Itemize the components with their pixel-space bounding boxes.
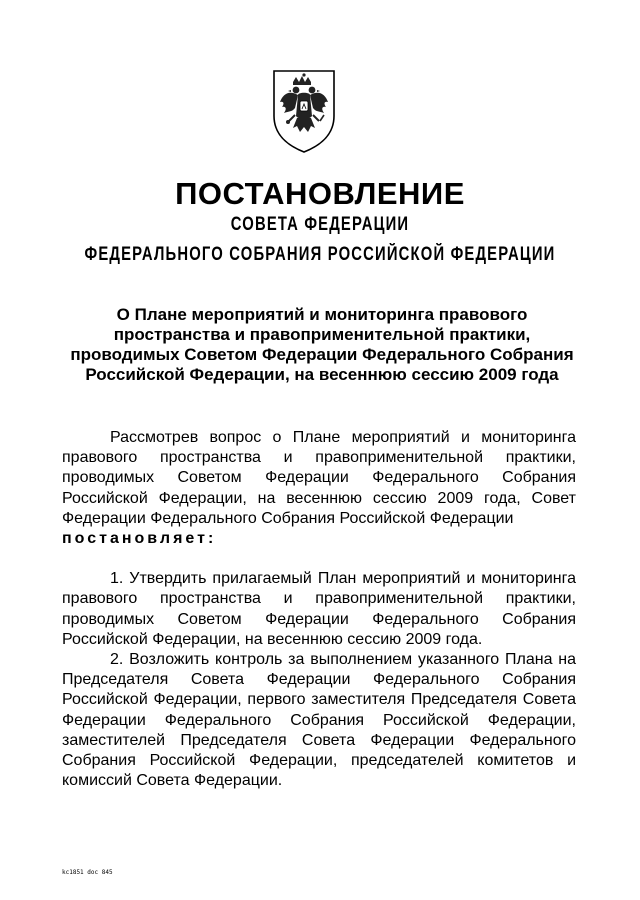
decree-word: постановляет:	[62, 530, 217, 548]
document-footer-code: kc1851 doc 845	[62, 869, 113, 876]
paragraph-gap	[62, 549, 576, 569]
preamble-paragraph	[62, 428, 576, 549]
preamble-text: Рассмотрев вопрос о Плане мероприятий и мониторинга правового пространства и правоприменительной практики, проводимых Советом Федерации Федерального Собрания Российской Федерации, на весеннюю сессию 2009 года, Совет Федерации Федерального Собрания Российской Федерации	[62, 429, 576, 527]
document-title: ПОСТАНОВЛЕНИЕ	[175, 176, 465, 211]
resolution-item-1: 1. Утвердить прилагаемый План мероприятий и мониторинга правового пространства и правоприменительной практики, проводимых Советом Федерации Федерального Собрания Российской Федерации, на весеннюю сессию 2009 года.	[62, 570, 576, 648]
document-body	[62, 428, 576, 791]
document-subject: О Плане мероприятий и мониторинга правового пространства и правоприменительной практики, проводимых Советом Федерации Федерального Собрания Российской Федерации, на весеннюю сессию 2009 года	[70, 305, 574, 384]
issuer-line-1: СОВЕТА ФЕДЕРАЦИИ	[230, 214, 410, 235]
coat-of-arms-icon	[271, 68, 337, 154]
resolution-item-2: 2. Возложить контроль за выполнением указанного Плана на Председателя Совета Федерации Федерального Собрания Российской Федерации, первого заместителя Председателя Совета Федерации Федерального Собрания Российской Федерации, заместителей Председателя Совета Федерации Федерального Собрания Российской Федерации, председателей комитетов и комиссий Совета Федерации.	[62, 651, 576, 790]
issuer-line-2: ФЕДЕРАЛЬНОГО СОБРАНИЯ РОССИЙСКОЙ ФЕДЕРАЦИИ	[84, 244, 556, 265]
